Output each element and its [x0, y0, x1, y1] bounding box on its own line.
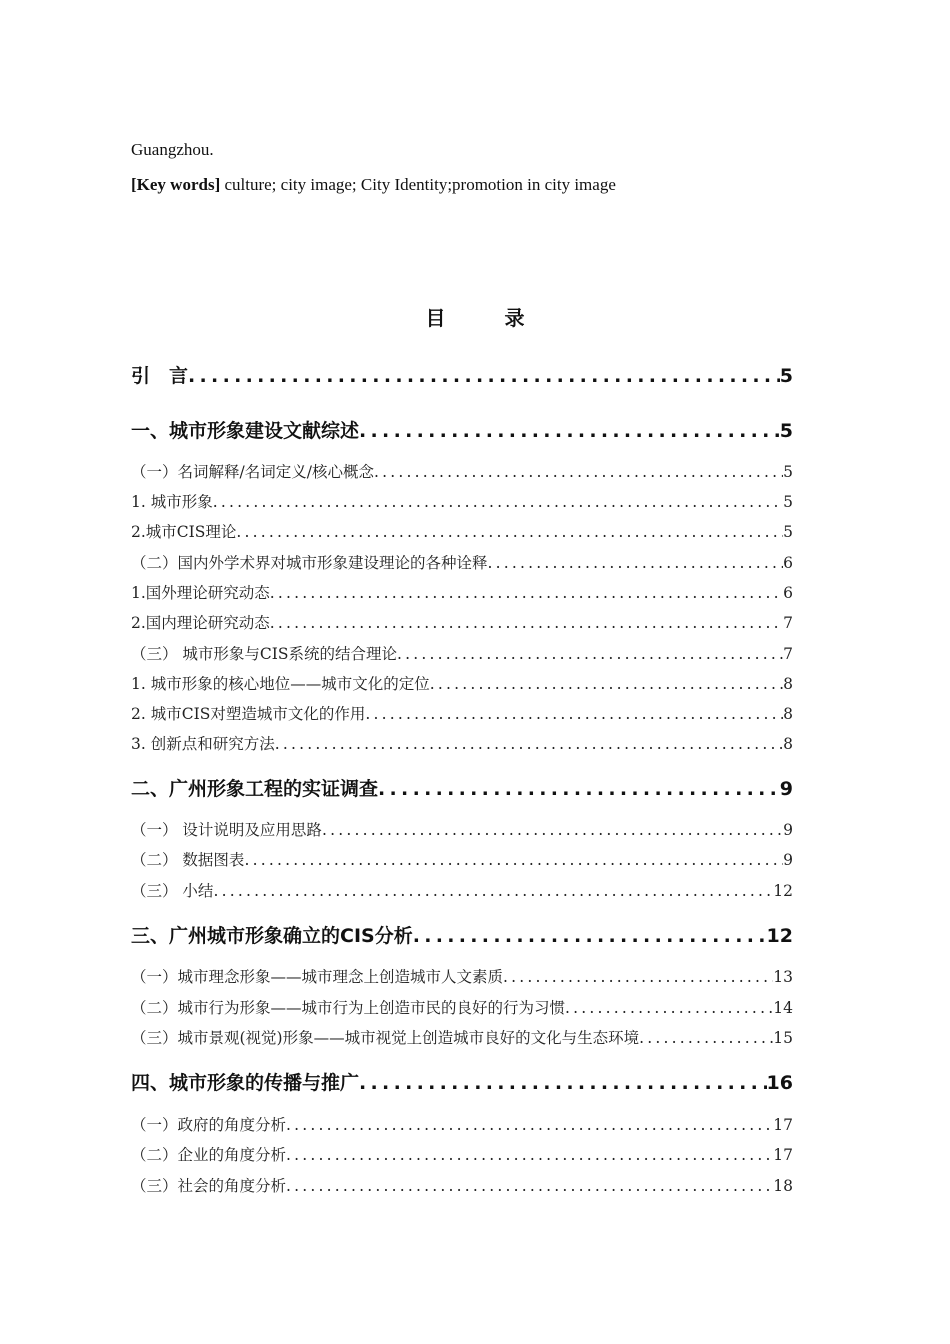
toc-page-number: 8 — [783, 705, 793, 723]
toc-entry-label: （三） 城市形象与CIS系统的结合理论 — [131, 645, 398, 663]
toc-entry-label: 2.城市CIS理论 — [131, 523, 237, 541]
toc-page-number: 7 — [783, 645, 793, 663]
toc-entry-label: 2.国内理论研究动态 — [131, 614, 270, 632]
toc-entry-label: 2. 城市CIS对塑造城市文化的作用 — [131, 705, 366, 723]
toc-leader-dots — [213, 493, 783, 511]
toc-page-number: 16 — [766, 1072, 793, 1094]
toc-leader-dots — [270, 614, 783, 632]
keywords-text: culture; city image; City Identity;promotion in city image — [220, 175, 616, 194]
toc-leader-dots — [639, 1029, 773, 1047]
toc-leader-dots — [503, 968, 773, 986]
toc-page-number: 17 — [773, 1146, 793, 1164]
toc-page-number: 8 — [783, 735, 793, 753]
toc-leader-dots — [286, 1146, 773, 1164]
toc-leader-dots — [286, 1177, 773, 1195]
toc-page-number: 12 — [773, 882, 793, 900]
toc-entry-level2[interactable] — [131, 1174, 793, 1196]
toc-page-number: 6 — [783, 584, 793, 602]
toc-page-number: 6 — [783, 554, 793, 572]
toc-entry-level3[interactable] — [131, 611, 793, 633]
toc-leader-dots — [322, 821, 783, 839]
toc-leader-dots — [270, 584, 783, 602]
toc-title: 目 录 — [425, 306, 551, 330]
toc-leader-dots — [359, 1072, 767, 1094]
toc-entry-level1[interactable] — [131, 361, 793, 387]
toc-page-number: 5 — [779, 420, 793, 442]
toc-entry-label: （二）企业的角度分析 — [131, 1146, 287, 1164]
toc-page-number: 13 — [773, 968, 793, 986]
toc-entry-label: （一）政府的角度分析 — [131, 1116, 287, 1134]
toc-entry-label: 三、广州城市形象确立的CIS分析 — [131, 925, 413, 947]
toc-page-number: 17 — [773, 1116, 793, 1134]
toc-entry-level3[interactable] — [131, 732, 793, 754]
toc-entry-label: （二）国内外学术界对城市形象建设理论的各种诠释 — [131, 554, 488, 572]
toc-page-number: 15 — [773, 1029, 793, 1047]
toc-page-number: 18 — [773, 1177, 793, 1195]
toc-entry-label: 二、广州形象工程的实证调查 — [131, 778, 379, 800]
toc-leader-dots — [244, 851, 783, 869]
toc-page-number: 5 — [783, 523, 793, 541]
toc-entry-level3[interactable] — [131, 490, 793, 512]
toc-page-number: 5 — [783, 493, 793, 511]
toc-entry-label: 一、城市形象建设文献综述 — [131, 420, 360, 442]
keywords-label: [Key words] — [131, 175, 221, 194]
toc-page-number: 5 — [783, 463, 793, 481]
toc-leader-dots — [213, 882, 773, 900]
toc-page-number: 14 — [773, 999, 793, 1017]
toc-page-number: 9 — [783, 851, 793, 869]
toc-leader-dots — [430, 675, 783, 693]
toc-entry-level2[interactable] — [131, 965, 793, 987]
toc-entry-level1[interactable] — [131, 774, 793, 800]
toc-entry-label: 3. 创新点和研究方法 — [131, 735, 275, 753]
toc-entry-level3[interactable] — [131, 520, 793, 542]
toc-entry-level2[interactable] — [131, 1026, 793, 1048]
toc-leader-dots — [188, 365, 780, 387]
abstract-tail-text: Guangzhou. — [131, 140, 214, 159]
toc-leader-dots — [397, 645, 783, 663]
toc-entry-label: （二）城市行为形象——城市行为上创造市民的良好的行为习惯 — [131, 999, 566, 1017]
toc-entry-level2[interactable] — [131, 1143, 793, 1165]
abstract-tail — [131, 140, 214, 160]
toc-entry-label: （三）社会的角度分析 — [131, 1177, 287, 1195]
toc-entry-label: （三） 小结 — [131, 882, 214, 900]
toc-leader-dots — [286, 1116, 773, 1134]
toc-leader-dots — [275, 735, 783, 753]
toc-entry-level3[interactable] — [131, 702, 793, 724]
toc-entry-level2[interactable] — [131, 460, 793, 482]
toc-entry-level2[interactable] — [131, 818, 793, 840]
toc-entry-level2[interactable] — [131, 551, 793, 573]
toc-page-number: 12 — [766, 925, 793, 947]
toc-page-number: 5 — [779, 365, 793, 387]
toc-entry-level3[interactable] — [131, 581, 793, 603]
toc-entry-label: 引 言 — [131, 365, 189, 387]
toc-entry-level1[interactable] — [131, 416, 793, 442]
keywords-line — [131, 175, 616, 195]
toc-leader-dots — [565, 999, 773, 1017]
toc-entry-label: （一） 设计说明及应用思路 — [131, 821, 322, 839]
toc-entry-label: 1. 城市形象 — [131, 493, 213, 511]
toc-entry-label: 四、城市形象的传播与推广 — [131, 1072, 360, 1094]
toc-entry-label: 1. 城市形象的核心地位——城市文化的定位 — [131, 675, 430, 693]
toc-leader-dots — [378, 778, 780, 800]
toc-entry-level3[interactable] — [131, 672, 793, 694]
toc-entry-label: （三）城市景观(视觉)形象——城市视觉上创造城市良好的文化与生态环境 — [131, 1029, 640, 1047]
toc-entry-level2[interactable] — [131, 996, 793, 1018]
toc-page-number: 7 — [783, 614, 793, 632]
toc-leader-dots — [365, 705, 783, 723]
toc-leader-dots — [488, 554, 784, 572]
toc-page-number: 9 — [783, 821, 793, 839]
toc-leader-dots — [413, 925, 767, 947]
toc-entry-level2[interactable] — [131, 642, 793, 664]
toc-entry-level1[interactable] — [131, 1068, 793, 1094]
toc-entry-label: （一）城市理念形象——城市理念上创造城市人文素质 — [131, 968, 504, 986]
toc-entry-level2[interactable] — [131, 848, 793, 870]
toc-leader-dots — [359, 420, 780, 442]
toc-entry-label: （二） 数据图表 — [131, 851, 245, 869]
toc-leader-dots — [236, 523, 783, 541]
toc-page-number: 9 — [779, 778, 793, 800]
toc-entry-label: 1.国外理论研究动态 — [131, 584, 270, 602]
toc-entry-level2[interactable] — [131, 879, 793, 901]
toc-entry-label: （一）名词解释/名词定义/核心概念 — [131, 463, 374, 481]
toc-leader-dots — [374, 463, 783, 481]
toc-entry-level2[interactable] — [131, 1113, 793, 1135]
toc-page-number: 8 — [783, 675, 793, 693]
toc-entry-level1[interactable] — [131, 921, 793, 947]
